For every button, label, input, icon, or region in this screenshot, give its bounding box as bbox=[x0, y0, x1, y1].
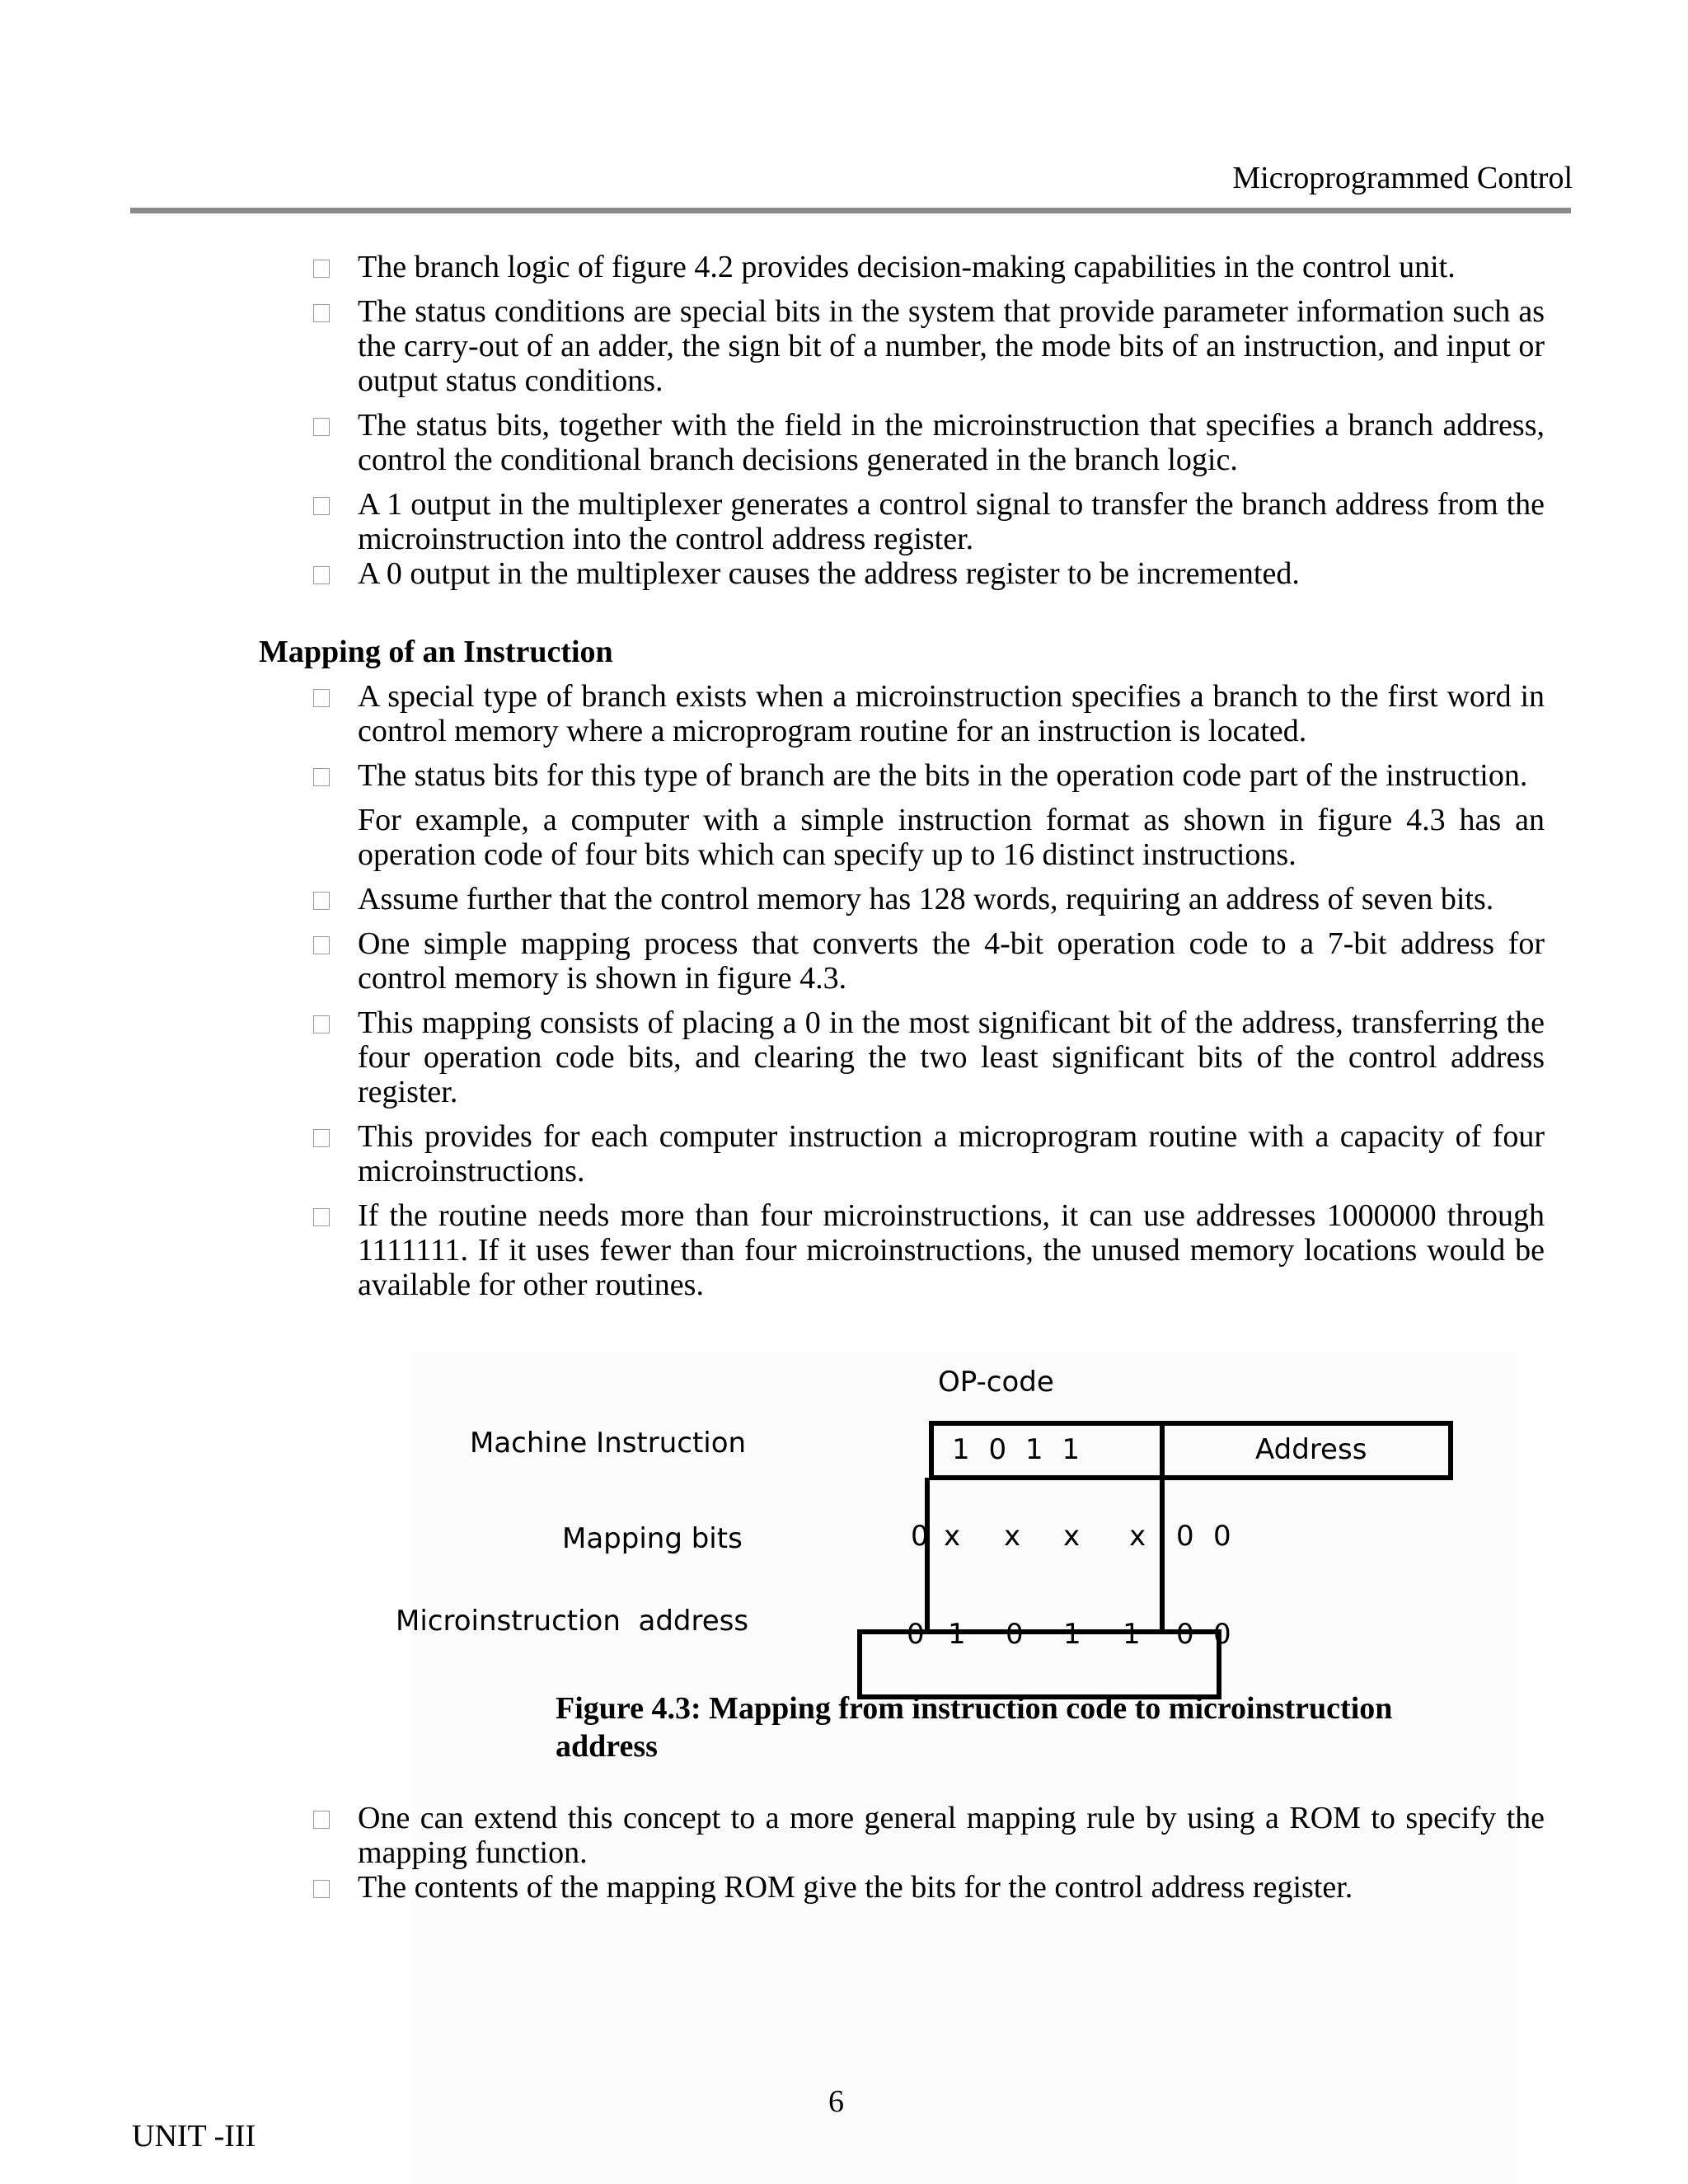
mapping-bit: x bbox=[944, 1520, 961, 1553]
example-paragraph: For example, a computer with a simple instruction format as shown in figure 4.3 has an operation code of four bits which can specify up to 16 distinct instructions. bbox=[358, 803, 1545, 872]
bullet-box-icon bbox=[313, 1129, 330, 1147]
list-item: A 1 output in the multiplexer generates a control signal to transfer the branch address from the microinstruction into the control address register. bbox=[313, 487, 1545, 556]
page-number: 6 bbox=[828, 2084, 844, 2119]
bullet-box-icon bbox=[313, 418, 330, 436]
address-field-label: Address bbox=[1255, 1433, 1367, 1466]
bullet-box-icon bbox=[313, 689, 330, 707]
bullet-box-icon bbox=[313, 892, 330, 910]
bullet-box-icon bbox=[313, 936, 330, 954]
list-item: One simple mapping process that converts the 4-bit operation code to a 7-bit address for control memory is shown in figure 4.3. bbox=[313, 926, 1545, 996]
bullet-list-branch-logic bbox=[313, 250, 1545, 591]
mapping-bit: x bbox=[1004, 1520, 1021, 1553]
list-item: The status bits for this type of branch are the bits in the operation code part of the instruction. bbox=[313, 758, 1545, 793]
list-item: A 0 output in the multiplexer causes the address register to be incremented. bbox=[313, 556, 1545, 591]
list-item: The contents of the mapping ROM give the bits for the control address register. bbox=[313, 1870, 1545, 1905]
list-item: This mapping consists of placing a 0 in the most significant bit of the address, transferring the four operation code bits, and clearing the two least significant bits of the control address register. bbox=[313, 1005, 1545, 1109]
list-item: One can extend this concept to a more general mapping rule by using a ROM to specify the mapping function. bbox=[313, 1801, 1545, 1870]
mapping-figure bbox=[387, 1360, 1484, 1714]
list-item: The branch logic of figure 4.2 provides decision-making capabilities in the control unit. bbox=[313, 250, 1545, 284]
machine-instruction-label: Machine Instruction bbox=[470, 1427, 747, 1460]
bullet-box-icon bbox=[313, 1880, 330, 1898]
header-rule bbox=[130, 208, 1571, 213]
list-item: Assume further that the control memory has 128 words, requiring an address of seven bits. bbox=[313, 882, 1545, 916]
bullet-box-icon bbox=[313, 1208, 330, 1226]
bullet-list-rom bbox=[313, 1801, 1545, 1905]
footer-unit-label: UNIT -III bbox=[132, 2119, 256, 2154]
address-bit: 0 bbox=[907, 1618, 925, 1651]
mapping-bit: 0 bbox=[1213, 1520, 1231, 1553]
address-bit: 1 bbox=[1063, 1618, 1081, 1651]
mapping-bit: x bbox=[1063, 1520, 1081, 1553]
list-item: This provides for each computer instruction a microprogram routine with a capacity of four microinstructions. bbox=[313, 1119, 1545, 1188]
opcode-value: 1 0 1 1 bbox=[952, 1433, 1085, 1466]
bullet-box-icon bbox=[313, 768, 330, 786]
mapping-bit: 0 bbox=[911, 1520, 929, 1553]
list-item: The status bits, together with the field in the microinstruction that specifies a branch address, control the conditional branch decisions generated in the branch logic. bbox=[313, 408, 1545, 477]
address-bit: 0 bbox=[1006, 1618, 1024, 1651]
bullet-list-mapping bbox=[313, 679, 1545, 1302]
bullet-box-icon bbox=[313, 260, 330, 278]
address-bit: 1 bbox=[948, 1618, 966, 1651]
running-header-title: Microprogrammed Control bbox=[1232, 161, 1573, 195]
address-bit: 0 bbox=[1213, 1618, 1231, 1651]
bullet-box-icon bbox=[313, 1015, 330, 1033]
list-item: A special type of branch exists when a microinstruction specifies a branch to the first word in control memory where a microprogram routine for an instruction is located. bbox=[313, 679, 1545, 748]
section-heading: Mapping of an Instruction bbox=[259, 635, 613, 669]
bullet-box-icon bbox=[313, 566, 330, 584]
figure-caption: Figure 4.3: Mapping from instruction code to microinstruction address bbox=[556, 1691, 1393, 1764]
list-item: The status conditions are special bits in the system that provide parameter information such as the carry-out of an adder, the sign bit of a number, the mode bits of an instruction, and input or output status conditions. bbox=[313, 294, 1545, 398]
opcode-label: OP-code bbox=[938, 1366, 1054, 1399]
mapping-bits-label: Mapping bits bbox=[562, 1522, 743, 1555]
mapping-bit: x bbox=[1129, 1520, 1146, 1553]
list-item: If the routine needs more than four microinstructions, it can use addresses 1000000 through 1111111. If it uses fewer than four microinstructions, the unused memory locations would be available for other routines. bbox=[313, 1198, 1545, 1302]
address-bit: 1 bbox=[1123, 1618, 1141, 1651]
bullet-box-icon bbox=[313, 1811, 330, 1829]
bullet-box-icon bbox=[313, 497, 330, 515]
microinstruction-address-label: Microinstruction address bbox=[396, 1605, 749, 1638]
address-bit: 0 bbox=[1176, 1618, 1194, 1651]
bullet-box-icon bbox=[313, 304, 330, 322]
mapping-bit: 0 bbox=[1176, 1520, 1194, 1553]
